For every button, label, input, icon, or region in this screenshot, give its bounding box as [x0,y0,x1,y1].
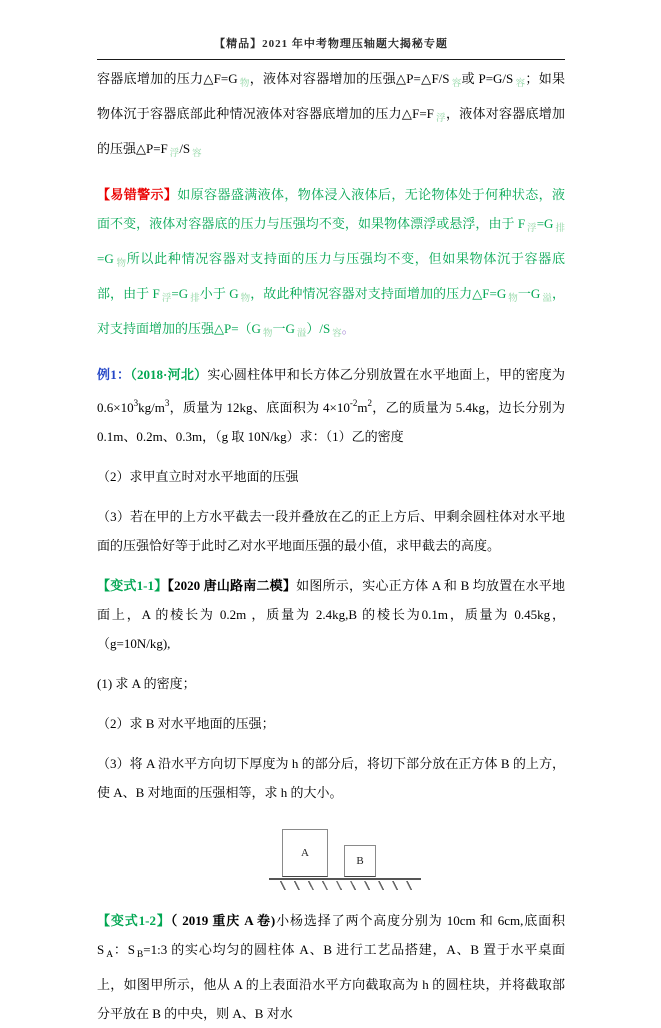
text-segment: 容 [332,329,342,339]
text-segment: ，质量为 12kg、底面积为 4×10 [169,400,350,415]
text-segment: （2）求甲直立时对水平地面的压强 [97,469,299,484]
text-segment: =G [171,286,189,301]
text-segment: 排 [190,294,200,304]
text-segment: （3）若在甲的上方水平截去一段并叠放在乙的正上方后、甲剩余圆柱体对水平地面的压强恰好等于此时乙对水平地面压强的最小值，求甲截去的高度。 [97,509,565,553]
block-a-label: A [301,847,309,859]
text-segment: 小于 G [199,286,239,301]
text-segment: 排 [555,224,565,234]
text-segment: ；如果物体沉于容器底部此种情况液体对容器底增加的压力△F=F [97,71,565,121]
text-segment: 【易错警示】 [97,187,178,202]
block-a [282,829,328,877]
text-segment: ：S [113,942,135,957]
text-segment: 【变式1-1】 [97,578,168,593]
content-after-figure [97,906,565,1028]
paragraph-variant-1-1-q2 [97,709,565,738]
text-segment: (1) 求 A 的密度； [97,676,196,691]
content-before-figure [97,64,565,807]
text-segment: 容器底增加的压力△F=G [97,71,238,86]
text-segment: 物 [115,259,127,269]
paragraph-variant-1-1-q1 [97,669,565,698]
text-segment: 浮 [527,224,537,234]
text-segment: 浮 [161,294,172,304]
paragraph-variant-1-2 [97,906,565,1028]
text-segment: 2 [367,398,372,408]
text-segment: 浮 [435,114,446,124]
text-segment: /S [319,321,331,336]
text-segment: 物 [508,294,518,304]
paragraph-error-warning [97,180,565,349]
text-segment: 【2020 唐山路南二模】 [167,578,297,593]
text-segment: 溢 [542,294,552,304]
text-segment: 小杨选择了两个高度分别为 10cm 和 6cm,底面积 S [97,913,565,957]
text-segment: 物 [239,79,250,89]
text-segment: B [136,950,144,960]
figure-blocks-on-ground [269,818,439,900]
text-segment: =G [97,251,114,266]
ground-line [269,878,421,880]
text-segment: ，对支持面增加的压强△P=（G [97,286,565,336]
text-segment: 如原容器盛满液体，物体浸入液体后，无论物体处于何种状态，液面不变，液体对容器底的压力与压强均不变，如果物体漂浮或悬浮，由于 F [97,187,565,231]
text-segment: 。 [341,321,355,336]
text-segment: 【变式1-2】 [97,913,171,928]
ground-hatching [272,881,412,890]
text-segment: 3 [133,398,139,408]
text-segment: /S [179,141,191,156]
header-divider [97,59,565,60]
paragraph-variant-1-1-q3 [97,749,565,807]
text-segment: ，液体对容器增加的压强△P=△F/S [249,71,450,86]
text-segment: （3）将 A 沿水平方向切下厚度为 h 的部分后，将切下部分放在正方体 B 的上方，使 A、B 对地面的压强相等，求 h 的大小。 [97,756,565,800]
paragraph-example-1-q3 [97,502,565,560]
text-segment: 3 [164,398,170,408]
text-segment: 容 [515,79,526,89]
text-segment: 物 [240,294,251,304]
paragraph-example-1 [97,360,565,451]
text-segment: m [357,400,368,415]
text-segment: （2018·河北） [130,367,208,382]
text-segment: 容 [192,149,202,159]
text-segment: 所以此种情况容器对支持面的压力与压强均不变，但如果物体沉于容器底部，由于 F [97,251,565,301]
text-segment: kg/m [138,400,165,415]
text-segment: ） [306,321,320,336]
text-segment: 物 [262,329,273,339]
text-segment: 如图所示，实心正方体 A 和 B 均放置在水平地面上，A 的棱长为 0.2m ，质量为 2.4kg,B 的棱长为0.1m，质量为 0.45kg，（g=10N/kg), [97,578,565,651]
text-segment: 例1： [97,367,131,382]
text-segment: ，故此种情况容器对支持面增加的压力△F=G [250,286,507,301]
text-segment: 一G [517,286,541,301]
block-b [344,845,376,877]
paragraph-example-1-q2 [97,462,565,491]
text-segment: 实心圆柱体甲和长方体乙分别放置在水平地面上，甲的密度为 0.6×10 [97,367,565,415]
text-segment: （2）求 B 对水平地面的压强； [97,716,275,731]
text-segment: A [106,950,114,960]
text-segment: ，乙的质量为 5.4kg，边长分别为 0.1m、0.2m、0.3m，（g 取 10N/kg）求：（1）乙的密度 [97,400,565,444]
text-segment: =1:3 的实心均匀的圆柱体 A、B 进行工艺品搭建，A、B 置于水平桌面上，如图甲所示，他从 A 的上表面沿水平方向截取高为 h 的圆柱块，并将截取部分平放在 B 的中央，则 A、B 对水 [97,942,565,1021]
text-segment: 或 P=G/S [461,71,514,86]
block-b-label: B [356,855,364,867]
text-segment: =G [536,216,554,231]
text-segment: 一G [272,321,295,336]
text-segment: ，液体对容器底增加的压强△P=F [97,106,565,156]
document-title: 【精品】2021 年中考物理压轴题大揭秘专题 [214,38,448,50]
text-segment: 浮 [169,149,180,159]
text-segment: -2 [349,398,358,408]
text-segment: 容 [451,79,462,89]
text-segment: 溢 [296,329,307,339]
paragraph-pressure-formulas [97,64,565,169]
paragraph-variant-1-1 [97,571,565,658]
text-segment: （ 2019 重庆 A 卷) [170,913,276,928]
